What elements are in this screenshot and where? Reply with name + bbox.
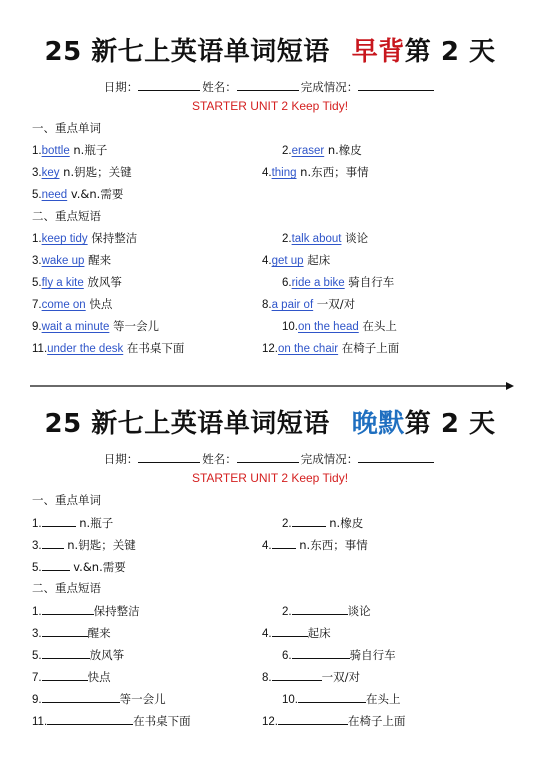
item-number: 4. xyxy=(262,255,272,267)
chinese-meaning: 等一会儿 xyxy=(109,319,160,333)
morning-phrase-9 xyxy=(32,318,159,335)
chinese-meaning: 快点 xyxy=(85,297,113,311)
evening-word-5 xyxy=(32,558,126,576)
status-blank[interactable] xyxy=(358,78,434,91)
name-blank[interactable] xyxy=(237,78,299,91)
morning-phrase-11 xyxy=(32,340,184,357)
morning-words-heading: 一、重点单词 xyxy=(32,121,101,135)
morning-word-4 xyxy=(262,164,369,181)
english-term: on the head xyxy=(298,321,359,333)
answer-blank[interactable] xyxy=(298,690,366,703)
english-term: eraser xyxy=(291,145,325,157)
morning-phrase-6 xyxy=(282,274,394,291)
chinese-meaning: n.橡皮 xyxy=(325,516,364,530)
answer-blank[interactable] xyxy=(42,514,76,527)
date-blank[interactable] xyxy=(138,78,200,91)
answer-blank[interactable] xyxy=(42,602,94,615)
item-number: 9. xyxy=(32,694,42,706)
evening-words-heading: 一、重点单词 xyxy=(32,493,101,507)
answer-blank[interactable] xyxy=(272,536,296,549)
evening-phrase-6 xyxy=(282,646,396,664)
item-number: 2. xyxy=(282,145,292,157)
answer-blank[interactable] xyxy=(292,602,348,615)
english-term: bottle xyxy=(41,145,70,157)
item-number: 8. xyxy=(262,672,272,684)
item-number: 4. xyxy=(262,540,272,552)
answer-blank[interactable] xyxy=(292,514,326,527)
item-number: 3. xyxy=(32,255,42,267)
evening-phrase-5 xyxy=(32,646,124,664)
chinese-meaning: 在头上 xyxy=(358,319,397,333)
item-number: 1. xyxy=(32,518,42,530)
item-number: 6. xyxy=(282,650,292,662)
morning-phrase-7 xyxy=(32,296,112,313)
evening-word-4 xyxy=(262,536,368,554)
evening-phrase-11 xyxy=(32,712,191,730)
date-blank[interactable] xyxy=(138,450,200,463)
item-number: 7. xyxy=(32,672,42,684)
answer-blank[interactable] xyxy=(42,536,64,549)
chinese-meaning: n.钥匙；关键 xyxy=(63,538,136,552)
morning-phrase-10 xyxy=(282,318,397,335)
chinese-meaning: 一双/对 xyxy=(321,670,360,684)
chinese-meaning: 放风筝 xyxy=(83,275,122,289)
english-term: wake up xyxy=(41,255,85,267)
item-number: 3. xyxy=(32,167,42,179)
chinese-meaning: 谈论 xyxy=(341,231,369,245)
morning-unit-subtitle: STARTER UNIT 2 Keep Tidy! xyxy=(191,99,349,113)
chinese-meaning: 起床 xyxy=(303,253,331,267)
answer-blank[interactable] xyxy=(292,646,350,659)
english-term: talk about xyxy=(291,233,342,245)
english-term: key xyxy=(41,167,60,179)
evening-title xyxy=(0,408,540,440)
item-number: 2. xyxy=(282,518,292,530)
english-term: ride a bike xyxy=(291,277,345,289)
answer-blank[interactable] xyxy=(42,624,88,637)
evening-phrase-10 xyxy=(282,690,401,708)
morning-phrase-4 xyxy=(262,252,330,269)
item-number: 10. xyxy=(282,694,298,706)
english-term: under the desk xyxy=(47,343,124,355)
item-number: 1. xyxy=(32,233,42,245)
chinese-meaning: 在头上 xyxy=(366,692,401,706)
chinese-meaning: v.&n.需要 xyxy=(69,560,126,574)
evening-phrase-9 xyxy=(32,690,166,708)
answer-blank[interactable] xyxy=(47,712,133,725)
divider-arrow xyxy=(30,380,514,392)
item-number: 5. xyxy=(32,277,42,289)
answer-blank[interactable] xyxy=(278,712,348,725)
item-number: 2. xyxy=(282,606,292,618)
evening-phrase-3 xyxy=(32,624,111,642)
evening-word-1 xyxy=(32,514,113,532)
english-term: get up xyxy=(271,255,304,267)
item-number: 1. xyxy=(32,145,42,157)
item-number: 5. xyxy=(32,650,42,662)
morning-word-5 xyxy=(32,186,123,203)
answer-blank[interactable] xyxy=(42,690,120,703)
answer-blank[interactable] xyxy=(42,558,70,571)
chinese-meaning: v.&n.需要 xyxy=(67,187,124,201)
english-term: wait a minute xyxy=(41,321,110,333)
item-number: 4. xyxy=(262,628,272,640)
chinese-meaning: n.瓶子 xyxy=(75,516,114,530)
name-label: 姓名： xyxy=(202,80,237,94)
item-number: 1. xyxy=(32,606,42,618)
name-label: 姓名： xyxy=(202,452,237,466)
morning-phrase-2 xyxy=(282,230,368,247)
chinese-meaning: 醒来 xyxy=(87,626,111,640)
chinese-meaning: 在书桌下面 xyxy=(123,341,185,355)
evening-title-text: 25 新七上英语单词短语 xyxy=(44,409,330,439)
evening-word-3 xyxy=(32,536,136,554)
evening-phrase-7 xyxy=(32,668,111,686)
item-number: 5. xyxy=(32,562,42,574)
morning-day: 第 2 天 xyxy=(404,37,496,67)
morning-phrase-1 xyxy=(32,230,137,247)
item-number: 7. xyxy=(32,299,42,311)
chinese-meaning: n.橡皮 xyxy=(324,143,362,157)
item-number: 11. xyxy=(32,716,48,728)
english-term: fly a kite xyxy=(41,277,84,289)
morning-word-3 xyxy=(32,164,132,181)
chinese-meaning: 起床 xyxy=(307,626,331,640)
morning-word-2 xyxy=(282,142,362,159)
evening-word-2 xyxy=(282,514,363,532)
morning-title-text: 25 新七上英语单词短语 xyxy=(44,37,330,67)
status-blank[interactable] xyxy=(358,450,434,463)
chinese-meaning: 等一会儿 xyxy=(119,692,166,706)
evening-accent: 晚默 xyxy=(351,409,405,439)
evening-info-line xyxy=(0,450,540,467)
item-number: 10. xyxy=(282,321,298,333)
status-label: 完成情况： xyxy=(300,80,359,94)
chinese-meaning: 在椅子上面 xyxy=(338,341,400,355)
evening-phrase-8 xyxy=(262,668,360,686)
morning-phrases-heading: 二、重点短语 xyxy=(32,209,101,223)
answer-blank[interactable] xyxy=(272,668,322,681)
answer-blank[interactable] xyxy=(42,668,88,681)
morning-title xyxy=(0,36,540,68)
name-blank[interactable] xyxy=(237,450,299,463)
evening-day: 第 2 天 xyxy=(404,409,496,439)
english-term: a pair of xyxy=(271,299,314,311)
item-number: 12. xyxy=(262,343,278,355)
morning-phrase-12 xyxy=(262,340,399,357)
chinese-meaning: n.东西；事情 xyxy=(295,538,368,552)
item-number: 3. xyxy=(32,628,42,640)
item-number: 5. xyxy=(32,189,42,201)
chinese-meaning: 醒来 xyxy=(84,253,112,267)
chinese-meaning: 谈论 xyxy=(347,604,371,618)
item-number: 12. xyxy=(262,716,278,728)
english-term: come on xyxy=(41,299,86,311)
item-number: 8. xyxy=(262,299,272,311)
morning-phrase-5 xyxy=(32,274,122,291)
date-label: 日期： xyxy=(103,80,139,94)
answer-blank[interactable] xyxy=(272,624,308,637)
chinese-meaning: n.瓶子 xyxy=(69,143,108,157)
morning-info-line xyxy=(0,78,540,95)
date-label: 日期： xyxy=(103,452,139,466)
chinese-meaning: 一双/对 xyxy=(313,297,356,311)
english-term: thing xyxy=(271,167,297,179)
item-number: 3. xyxy=(32,540,42,552)
evening-phrase-4 xyxy=(262,624,331,642)
english-term: on the chair xyxy=(278,343,339,355)
morning-word-1 xyxy=(32,142,107,159)
chinese-meaning: 骑自行车 xyxy=(344,275,395,289)
morning-phrase-8 xyxy=(262,296,355,313)
status-label: 完成情况： xyxy=(300,452,359,466)
evening-phrases-heading: 二、重点短语 xyxy=(32,581,101,595)
morning-phrase-3 xyxy=(32,252,111,269)
chinese-meaning: 骑自行车 xyxy=(349,648,396,662)
item-number: 11. xyxy=(32,343,48,355)
item-number: 4. xyxy=(262,167,272,179)
evening-unit-subtitle: STARTER UNIT 2 Keep Tidy! xyxy=(191,471,349,485)
chinese-meaning: 在书桌下面 xyxy=(133,714,191,728)
item-number: 2. xyxy=(282,233,292,245)
chinese-meaning: 保持整洁 xyxy=(93,604,140,618)
chinese-meaning: 保持整洁 xyxy=(87,231,138,245)
item-number: 9. xyxy=(32,321,42,333)
english-term: keep tidy xyxy=(41,233,88,245)
chinese-meaning: n.钥匙；关键 xyxy=(59,165,132,179)
chinese-meaning: 快点 xyxy=(87,670,111,684)
evening-phrase-12 xyxy=(262,712,406,730)
chinese-meaning: n.东西；事情 xyxy=(296,165,369,179)
evening-phrase-2 xyxy=(282,602,371,620)
chinese-meaning: 放风筝 xyxy=(89,648,125,662)
answer-blank[interactable] xyxy=(42,646,90,659)
item-number: 6. xyxy=(282,277,292,289)
chinese-meaning: 在椅子上面 xyxy=(348,714,406,728)
english-term: need xyxy=(41,189,68,201)
morning-accent: 早背 xyxy=(351,37,405,67)
evening-phrase-1 xyxy=(32,602,140,620)
